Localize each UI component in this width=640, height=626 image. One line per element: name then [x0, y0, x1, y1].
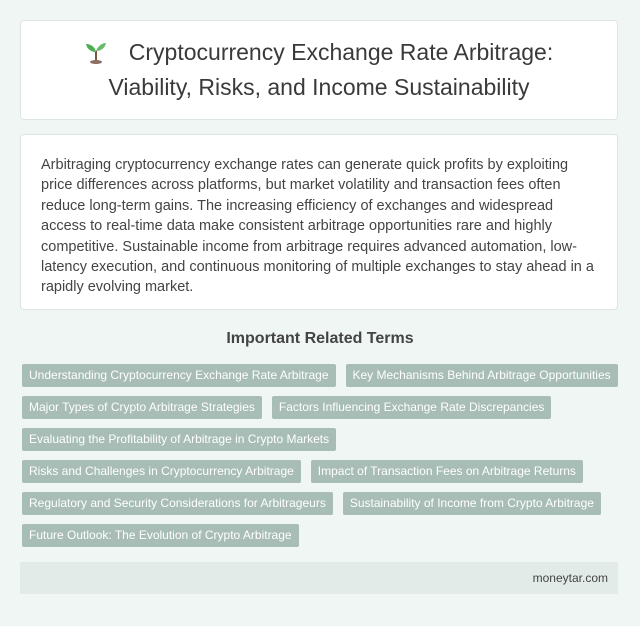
related-term-tag[interactable]: Major Types of Crypto Arbitrage Strategies	[22, 396, 262, 419]
footer-site-link[interactable]: moneytar.com	[532, 571, 608, 585]
sprout-icon	[85, 40, 107, 72]
related-terms-list	[22, 364, 622, 547]
summary-text: Arbitraging cryptocurrency exchange rates can generate quick profits by exploiting price differences across platforms, but market volatility and transaction fees often reduce long-term gains. The increasing efficiency of exchanges and widespread access to real-time data make consistent arbitrage opportunities rare and highly competitive. Sustainable income from arbitrage requires advanced automation, low-latency execution, and continuous monitoring of multiple exchanges to stay ahead in a rapidly evolving market.	[41, 157, 594, 296]
footer	[20, 562, 618, 594]
related-term-tag[interactable]: Key Mechanisms Behind Arbitrage Opportunities	[346, 364, 618, 387]
summary-card	[20, 134, 618, 310]
title-card	[20, 20, 618, 120]
related-term-tag[interactable]: Evaluating the Profitability of Arbitrage in Crypto Markets	[22, 428, 336, 451]
related-terms-heading: Important Related Terms	[226, 330, 414, 347]
related-term-tag[interactable]: Factors Influencing Exchange Rate Discrepancies	[272, 396, 551, 419]
title-text: Cryptocurrency Exchange Rate Arbitrage: Viability, Risks, and Income Sustainability	[108, 39, 554, 100]
related-term-tag[interactable]: Regulatory and Security Considerations for Arbitrageurs	[22, 492, 333, 515]
related-term-tag[interactable]: Understanding Cryptocurrency Exchange Rate Arbitrage	[22, 364, 336, 387]
related-term-tag[interactable]: Impact of Transaction Fees on Arbitrage Returns	[311, 460, 583, 483]
related-term-tag[interactable]: Future Outlook: The Evolution of Crypto Arbitrage	[22, 524, 299, 547]
related-term-tag[interactable]: Risks and Challenges in Cryptocurrency Arbitrage	[22, 460, 301, 483]
related-term-tag[interactable]: Sustainability of Income from Crypto Arbitrage	[343, 492, 601, 515]
page-title	[21, 37, 617, 103]
